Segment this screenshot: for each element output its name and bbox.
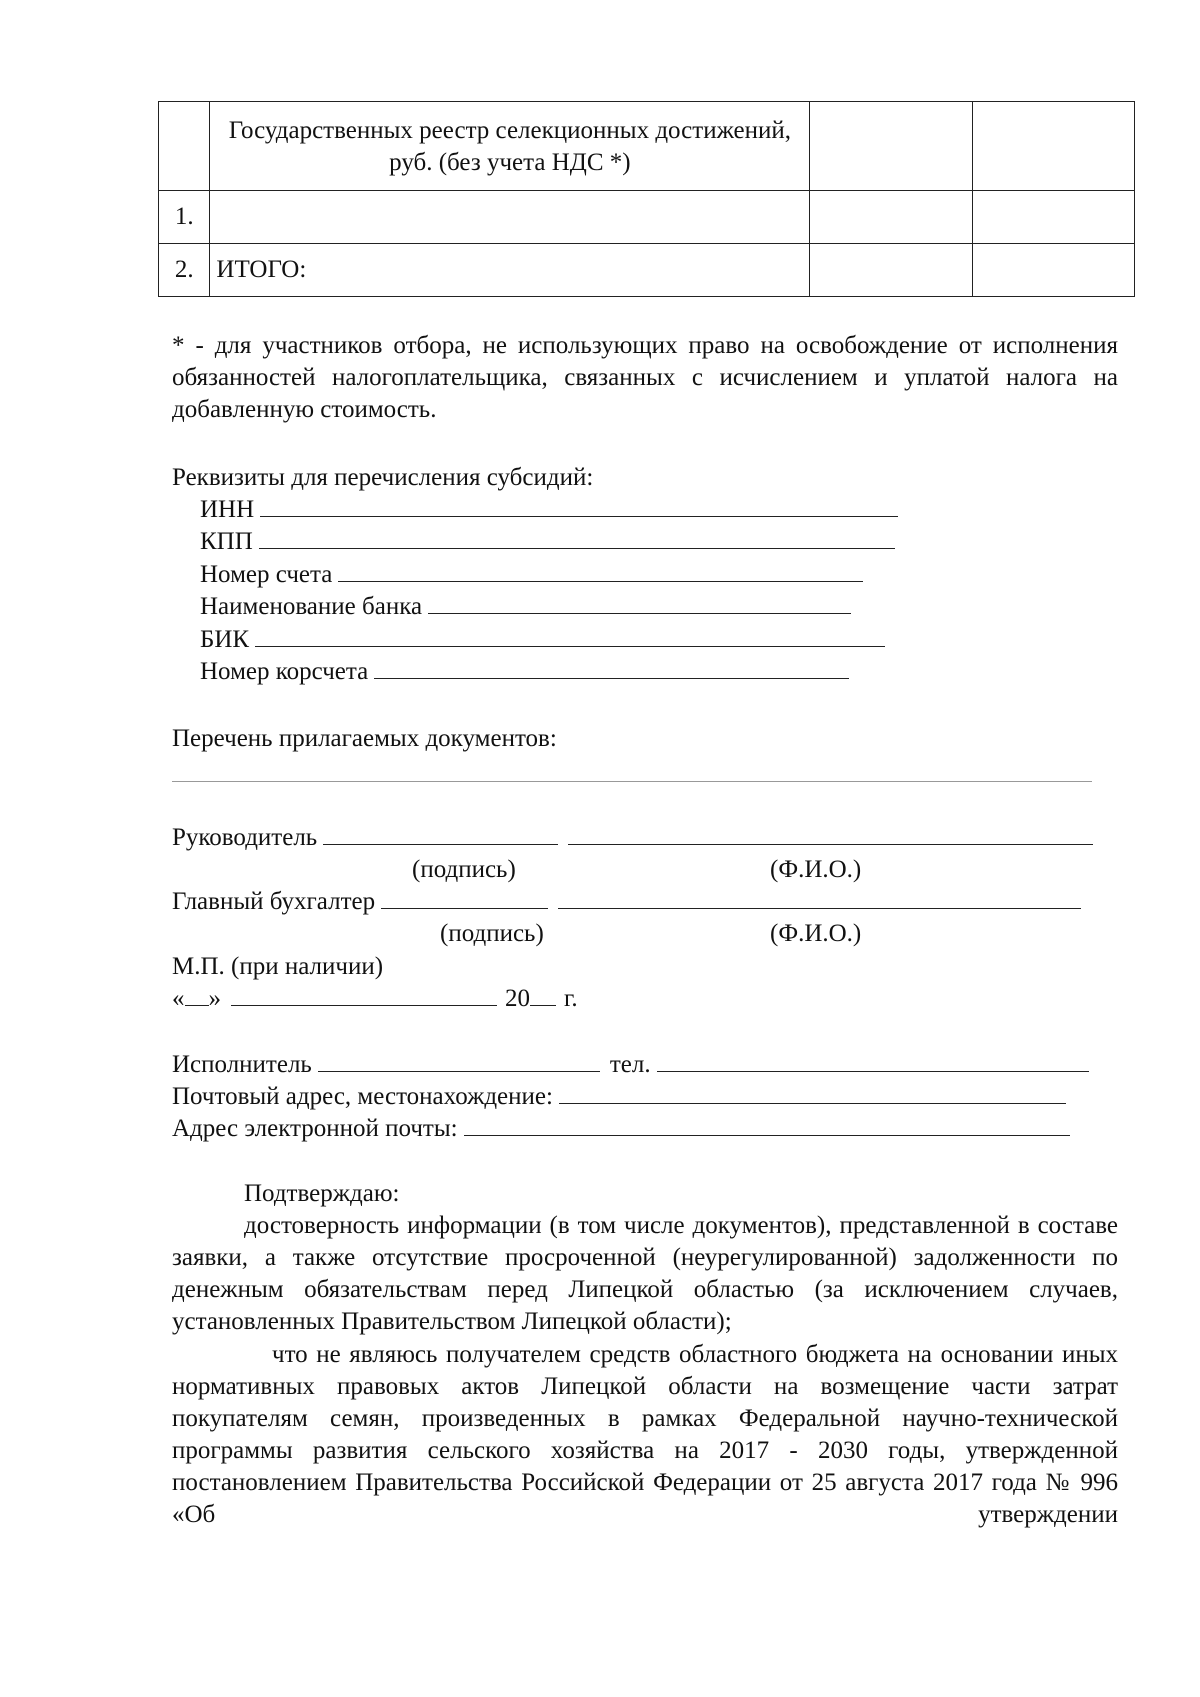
table-row-number: 2. [159, 244, 210, 297]
date-quote-open: « [172, 985, 185, 1012]
requisites-title: Реквизиты для перечисления субсидий: [172, 464, 594, 491]
table-cell [972, 191, 1134, 244]
date-month-blank[interactable] [231, 985, 497, 1006]
bik-blank[interactable] [255, 626, 885, 647]
executor-blank[interactable] [318, 1051, 600, 1072]
requisite-label: КПП [200, 528, 253, 555]
requisite-kpp [200, 526, 895, 558]
requisite-label: Номер счета [200, 561, 333, 588]
signature-caption: (подпись) [412, 856, 516, 883]
documents-blank[interactable] [172, 780, 1092, 782]
year-suffix: г. [564, 985, 578, 1012]
table-cell [972, 244, 1134, 297]
accountant-name-blank[interactable] [558, 888, 1081, 909]
year-prefix: 20 [505, 985, 530, 1012]
corr-account-blank[interactable] [374, 658, 849, 679]
requisite-bik [200, 624, 885, 656]
address-blank[interactable] [559, 1083, 1066, 1104]
executor-label: Исполнитель [172, 1051, 312, 1078]
table-row [159, 191, 1135, 244]
table-row-number: 1. [159, 191, 210, 244]
accountant-signature-blank[interactable] [381, 888, 548, 909]
email-row [172, 1113, 1070, 1145]
requisite-inn [200, 494, 898, 526]
date-quote-close: » [208, 985, 221, 1012]
executor-row [172, 1049, 1089, 1081]
email-blank[interactable] [464, 1115, 1070, 1136]
table-header-name: Государственных реестр селекционных достижений, руб. (без учета НДС *) [210, 102, 810, 191]
confirm-title: Подтверждаю: [244, 1180, 400, 1207]
confirm-paragraph-reliability: достоверность информации (в том числе документов), представленной в составе заявки, а также отсутствие просроченной (неурегулированной) задолженности по денежным обязательствам перед Липецкой областью (за исключением случаев, установленных Правительством Липецкой области); [172, 1212, 1118, 1335]
inn-blank[interactable] [260, 496, 898, 517]
table-cell [810, 244, 972, 297]
phone-label: тел. [609, 1051, 651, 1078]
head-name-blank[interactable] [568, 824, 1093, 845]
costs-table [158, 101, 1135, 297]
name-caption: (Ф.И.О.) [770, 920, 862, 947]
accountant-signature-row [172, 886, 1081, 918]
requisite-label: Номер корсчета [200, 658, 369, 685]
date-row [172, 983, 578, 1015]
phone-blank[interactable] [657, 1051, 1089, 1072]
year-blank[interactable] [530, 985, 556, 1006]
requisite-label: ИНН [200, 496, 255, 523]
stamp-label: М.П. (при наличии) [172, 953, 384, 980]
table-cell [972, 102, 1134, 191]
documents-title: Перечень прилагаемых документов: [172, 725, 557, 752]
requisite-corr-account [200, 656, 849, 688]
requisite-label: Наименование банка [200, 593, 423, 620]
email-label: Адрес электронной почты: [172, 1115, 458, 1142]
head-label: Руководитель [172, 824, 318, 851]
signature-caption: (подпись) [440, 920, 544, 947]
requisite-label: БИК [200, 626, 250, 653]
table-cell [810, 102, 972, 191]
kpp-blank[interactable] [259, 528, 895, 549]
head-signature-row [172, 822, 1093, 854]
accountant-label: Главный бухгалтер [172, 888, 376, 915]
address-row [172, 1081, 1066, 1113]
bank-blank[interactable] [428, 593, 851, 614]
account-blank[interactable] [338, 561, 863, 582]
name-caption: (Ф.И.О.) [770, 856, 862, 883]
requisite-account [200, 559, 863, 591]
date-day-blank[interactable] [185, 985, 209, 1006]
vat-footnote: * - для участников отбора, не использующих право на освобождение от исполнения обязанностей налогоплательщика, связанных с исчислением и уплатой налога на добавленную стоимость. [172, 332, 1118, 423]
requisite-bank [200, 591, 851, 623]
table-cell [210, 191, 810, 244]
table-total-label: ИТОГО: [210, 244, 810, 297]
table-cell [159, 102, 210, 191]
address-label: Почтовый адрес, местонахождение: [172, 1083, 553, 1110]
table-row [159, 244, 1135, 297]
table-header-row [159, 102, 1135, 191]
table-cell [810, 191, 972, 244]
confirm-paragraph-not-recipient: что не являюсь получателем средств областного бюджета на основании иных нормативных правовых актов Липецкой области на возмещение части затрат покупателям семян, произведенных в рамках Федеральной научно-технической программы развития сельского хозяйства на 2017 - 2030 годы, утвержденной постановлением Правительства Российской Федерации от 25 августа 2017 года № 996 «Об утверждении [172, 1341, 1118, 1528]
head-signature-blank[interactable] [323, 824, 558, 845]
